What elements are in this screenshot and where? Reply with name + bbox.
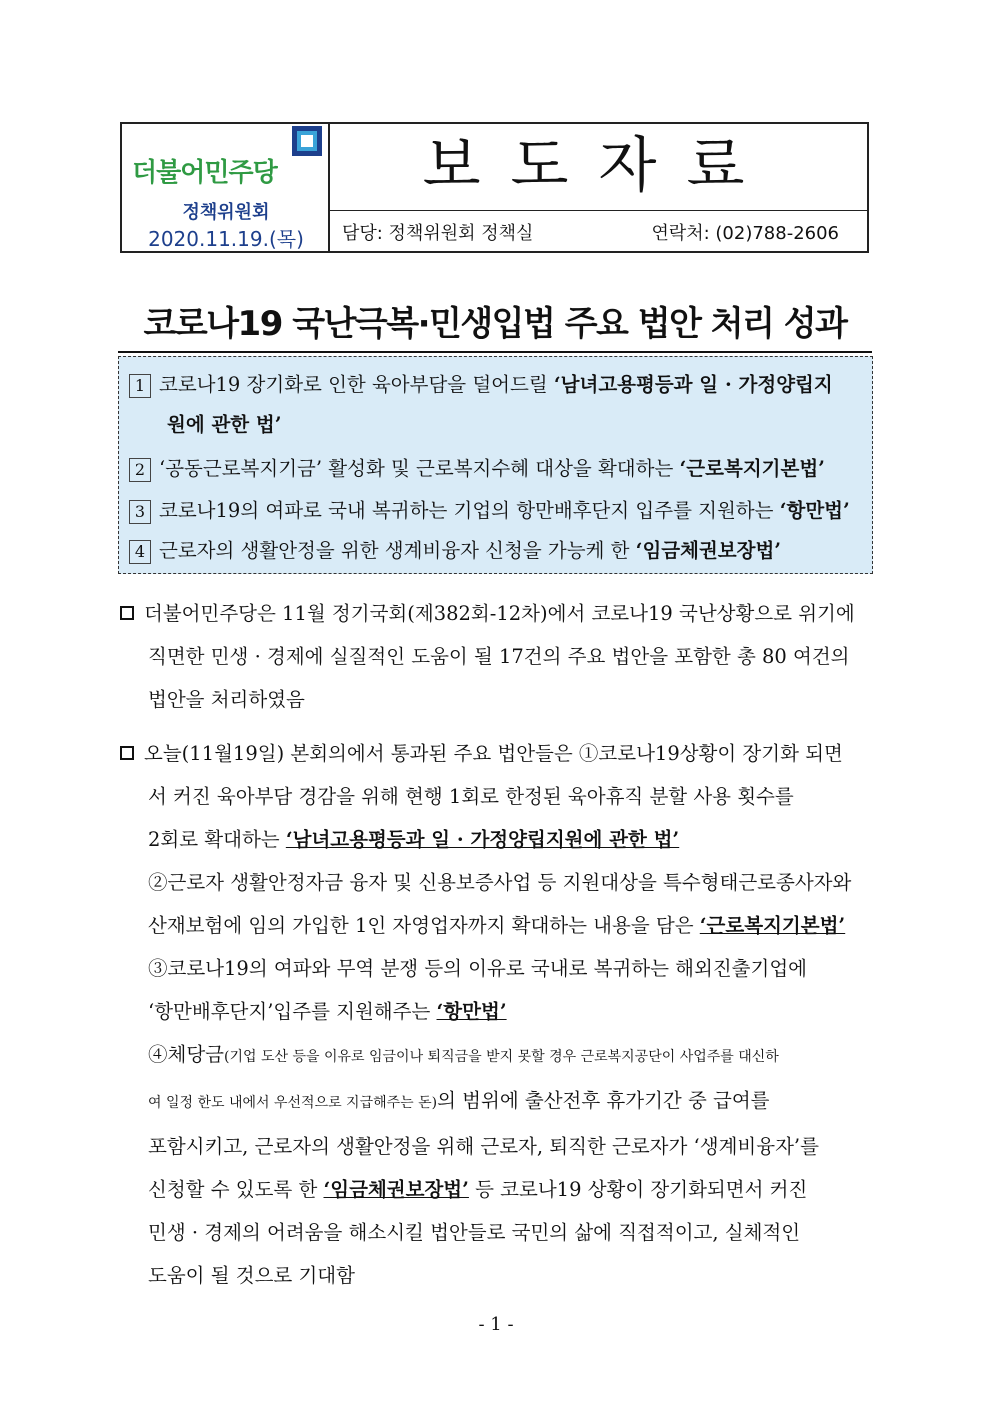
text-line: 오늘(11월19일) 본회의에서 통과된 주요 법안들은 ①코로나19상황이 장기화 되면 [144,742,843,765]
item-number: 3 [129,500,151,524]
law-name: ‘항만법’ [436,1000,507,1023]
text-line: ‘항만배후단지’입주를 지원해주는 [148,1000,437,1023]
law-name: ‘항만법’ [779,499,850,522]
footnote-text: 여 일정 한도 내에서 우선적으로 지급해주는 돈) [148,1095,438,1111]
text-line: ②근로자 생활안정자금 융자 및 신용보증사업 등 지원대상을 특수형태근로종사자와 [148,871,852,894]
summary-box [118,356,873,574]
text-line: 2회로 확대하는 [148,828,286,851]
party-name: 더불어민주당 [132,158,277,188]
summary-text: 코로나19의 여파로 국내 복귀하는 기업의 항만배후단지 입주를 지원하는 [159,499,780,522]
text-line: 등 코로나19 상황이 장기화되면서 커진 [468,1178,808,1201]
text-line: 의 범위에 출산전후 휴가기간 중 급여를 [437,1089,770,1112]
footnote-text: (기업 도산 등을 이유로 임금이나 퇴직금을 받지 못할 경우 근로복지공단이 사업주를 대신하 [224,1049,779,1065]
text-line: 법안을 처리하였음 [148,688,305,711]
contact-row [330,210,867,251]
law-name: ‘근로복지기본법’ [679,457,825,480]
summary-item [129,447,864,491]
text-line: 신청할 수 있도록 한 [148,1178,324,1201]
summary-item [129,363,864,407]
summary-item [129,489,864,533]
text-line: 더불어민주당은 11월 정기국회(제382회-12차)에서 코로나19 국난상황으로 위기에 [144,602,855,625]
release-title: 보도자료 [422,131,775,201]
header-box [120,122,869,253]
text-line: 포함시키고, 근로자의 생활안정을 위해 근로자, 퇴직한 근로자가 ‘생계비융자’를 [148,1135,819,1158]
law-name: 원에 관한 법’ [167,413,282,436]
text-line: 산재보험에 임의 가입한 1인 자영업자까지 확대하는 내용을 담은 [148,914,700,937]
text-line: ③코로나19의 여파와 무역 분쟁 등의 이유로 국내로 복귀하는 해외진출기업에 [148,957,808,980]
law-name: ‘남녀고용평등과 일 · 가정양립지 [553,373,833,396]
contact-phone: 연락처: (02)788-2606 [651,223,839,244]
checkbox-bullet-icon [120,746,134,760]
item-number: 1 [129,374,151,398]
logo-cell [122,124,330,251]
law-name: ‘근로복지기본법’ [699,914,846,937]
text-line: 민생 · 경제의 어려움을 해소시킬 법안들로 국민의 삶에 직접적이고, 실체적인 [148,1221,801,1244]
item-number: 2 [129,458,151,482]
text-line: 도움이 될 것으로 기대함 [148,1264,355,1287]
summary-text: 코로나19 장기화로 인한 육아부담을 덜어드릴 [159,373,554,396]
item-number: 4 [129,540,151,564]
checkbox-bullet-icon [120,606,134,620]
law-name: ‘임금체권보장법’ [323,1178,469,1201]
summary-text: 근로자의 생활안정을 위한 생계비융자 신청을 가능케 한 [159,539,636,562]
law-name: ‘임금체권보장법’ [635,539,782,562]
page-number: - 1 - [478,1314,514,1335]
contact-person: 담당: 정책위원회 정책실 [342,223,534,244]
law-name: ‘남녀고용평등과 일 · 가정양립지원에 관한 법’ [285,828,680,851]
summary-text: ‘공동근로복지기금’ 활성화 및 근로복지수혜 대상을 확대하는 [159,457,680,480]
summary-item [129,529,864,573]
release-date: 2020.11.19.(목) [148,227,304,251]
paragraph-1 [120,592,872,721]
text-line: 직면한 민생 · 경제에 실질적인 도움이 될 17건의 주요 법안을 포함한 총 80 여건의 [148,645,850,668]
text-line: ④체당금 [148,1043,225,1066]
main-title: 코로나19 국난극복·민생입법 주요 법안 처리 성과 [118,296,872,353]
committee-name: 정책위원회 [182,202,270,223]
text-line: 서 커진 육아부담 경감을 위해 현행 1회로 한정된 육아휴직 분할 사용 횟수를 [148,785,794,808]
paragraph-2 [120,732,872,1297]
summary-item-continued [167,403,902,447]
